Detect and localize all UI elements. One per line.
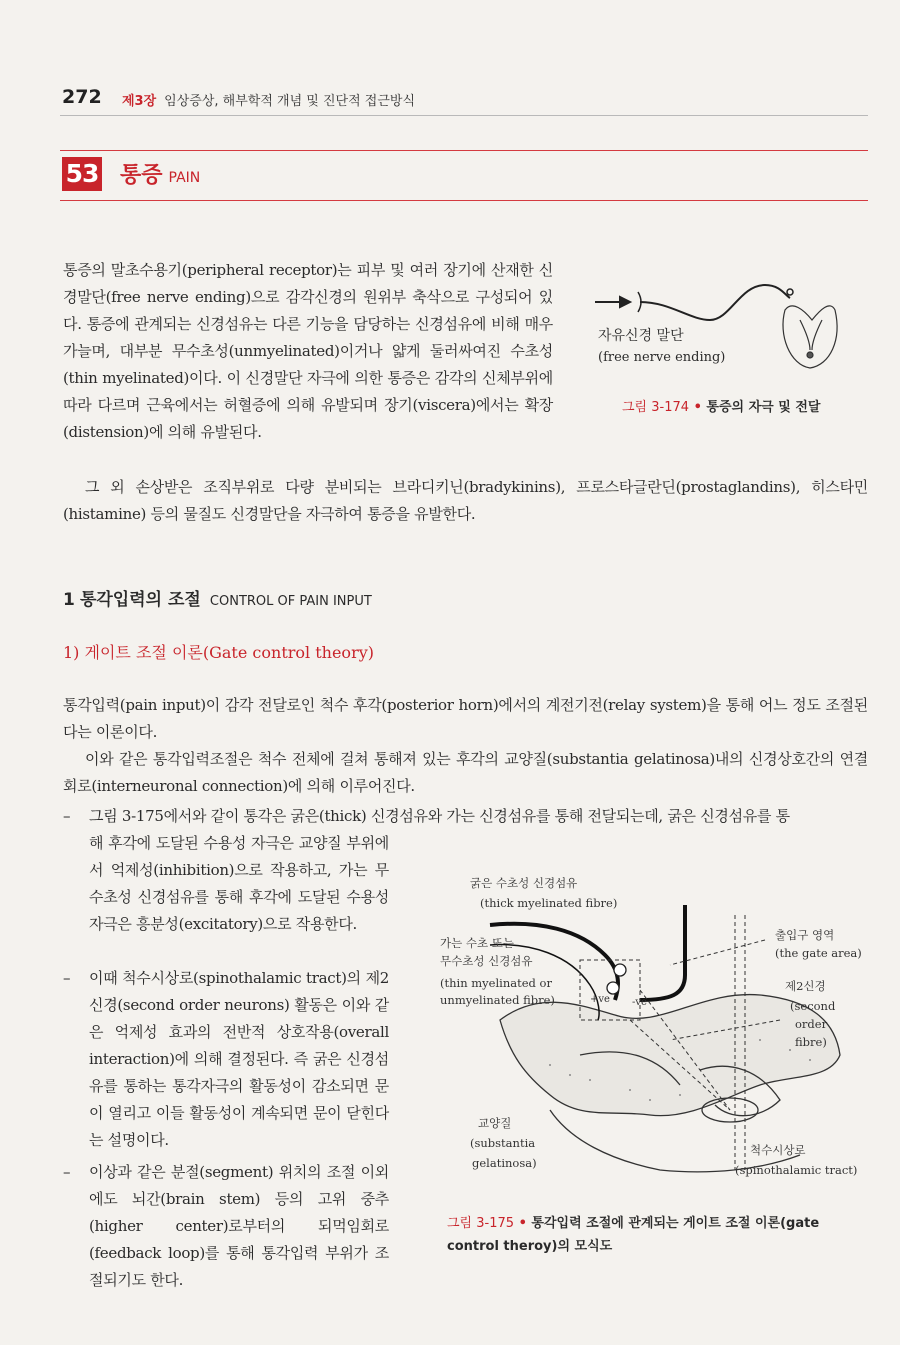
caption-bullet-icon: • (518, 1216, 527, 1231)
fig175-sg-label-en-1: (substantia (470, 1136, 536, 1150)
figure-175-caption-number: 그림 3-175 (447, 1216, 515, 1231)
section-title-en: PAIN (168, 170, 201, 186)
bullet-1-text: 그림 3-175에서와 같이 통각은 굵은(thick) 신경섬유와 가는 신경섬유를 통해 전달되는데, 굵은 신경섬유를 통 (89, 807, 790, 825)
fig175-sg-label-en-2: gelatinosa) (472, 1156, 537, 1170)
bullet-dash: – (63, 969, 71, 987)
figure-175-caption (447, 1212, 857, 1258)
figure-174-caption-number: 그림 3-174 (622, 400, 690, 415)
subsection-1-title-en: CONTROL OF PAIN INPUT (209, 594, 372, 609)
fig175-minus-ve: -ve (632, 997, 647, 1008)
bullet-dash: – (63, 807, 71, 825)
fig175-gate-label-ko: 출입구 영역 (775, 928, 835, 942)
fig175-st-label-en: (spinothalamic tract) (735, 1163, 858, 1177)
section-rule-top (60, 150, 868, 151)
bullet-2 (63, 965, 389, 1154)
fig175-thick-label-en: (thick myelinated fibre) (480, 896, 618, 910)
figure-174-label-ko: 자유신경 말단 (598, 328, 684, 344)
fig175-st-label-ko: 척수시상로 (750, 1143, 806, 1157)
fig175-thin-label-en-1: (thin myelinated or (440, 976, 552, 990)
gate-paragraph-1: 통각입력(pain input)이 감각 전달로인 척수 후각(posterior horn)에서의 계전기전(relay system)을 통해 어느 정도 조절된다는 이론이다. (63, 696, 868, 741)
bullet-3-text: 이상과 같은 분절(segment) 위치의 조절 이외에도 뇌간(brain stem) 등의 고위 중추(higher center)로부터의 되먹임회로(feedback loop)를 통해 통각입력 부위가 조절되기도 한다. (89, 1163, 389, 1289)
chapter-heading (122, 90, 415, 109)
bullet-1-continuation: 해 후각에 도달된 수용성 자극은 교양질 부위에서 억제성(inhibition)으로 작용하고, 가는 무수초성 신경섬유를 통해 후각에 도달된 수용성 자극은 흥분성(excitatory)으로 작용한다. (89, 834, 389, 933)
fig175-thin-label-ko-1: 가는 수초 또는 (440, 936, 514, 950)
fig175-second-label-en-2: order (795, 1017, 828, 1031)
fig175-second-label-en-1: (second (790, 999, 836, 1013)
fig175-second-label-en-3: fibre) (795, 1035, 827, 1049)
fig175-thin-label-ko-2: 무수초성 신경섬유 (440, 954, 533, 968)
fig175-thin-label-en-2: unmyelinated fibre) (440, 993, 555, 1007)
page-number: 272 (62, 86, 102, 108)
subsection-1-title-ko: 통각입력의 조절 (79, 590, 201, 610)
intro-paragraph-1: 통증의 말초수용기(peripheral receptor)는 피부 및 여러 장기에 산재한 신경말단(free nerve ending)으로 감각신경의 원위부 축삭으로 구성되어 있다. 통증에 관계되는 신경섬유는 다른 기능을 담당하는 신경섬유에 비해 매우 가늘며, 대부분 무수초성(unmyelinated)이거나 얇게 둘러싸여진 수초성(thin myelinated)이다. 이 신경말단 자극에 의한 통증은 감각의 신체부위에 따라 다르며 근육에서는 허혈증에 의해 유발되며 장기(viscera)에서는 확장(distension)에 의해 유발된다. (63, 261, 553, 441)
section-number-badge: 53 (62, 157, 102, 191)
fig175-thick-label-ko: 굵은 수초성 신경섬유 (470, 876, 578, 890)
section-title (120, 158, 200, 189)
subsection-1a-title: 1) 게이트 조절 이론(Gate control theory) (63, 643, 374, 662)
figure-175-caption-text: 통각입력 조절에 관계되는 게이트 조절 이론(gate control theroy)의 모식도 (447, 1216, 820, 1254)
section-rule-bottom (60, 200, 868, 201)
bullet-2-text: 이때 척수시상로(spinothalamic tract)의 제2 신경(second order neurons) 활동은 이와 같은 억제성 효과의 전반적 상호작용(overall interaction)에 의해 결정된다. 즉 굵은 신경섬유를 통하는 통각자극의 활동성이 감소되면 문이 열리고 이들 활동성이 계속되면 문이 닫힌다는 설명이다. (89, 969, 389, 1149)
bullet-3 (63, 1159, 389, 1294)
figure-174-label-en: (free nerve ending) (598, 350, 726, 365)
gate-paragraph-2: 이와 같은 통각입력조절은 척수 전체에 걸쳐 통해져 있는 후각의 교양질(substantia gelatinosa)내의 신경상호간의 연결회로(interneuronal connection)에 의해 이루어진다. (63, 750, 868, 795)
fig175-second-label-ko: 제2신경 (785, 979, 826, 993)
subsection-1-number: 1 (63, 590, 75, 610)
fig175-sg-label-ko: 교양질 (478, 1116, 512, 1130)
fig175-gate-label-en: (the gate area) (775, 946, 862, 960)
caption-bullet-icon: • (693, 400, 702, 415)
chapter-title: 임상증상, 해부학적 개념 및 진단적 접근방식 (164, 94, 416, 109)
intro-paragraph-2: 그 외 손상받은 조직부위로 다량 분비되는 브라디키닌(bradykinins), 프로스타글란딘(prostaglandins), 히스타민(histamine) 등의 물질도 신경말단을 자극하여 통증을 유발한다. (63, 478, 868, 523)
figure-174-caption-text: 통증의 자극 및 전달 (706, 400, 821, 415)
figure-174-caption (622, 396, 820, 415)
fig175-plus-ve: +ve (590, 994, 610, 1005)
subsection-1-title (63, 585, 372, 610)
header-divider (60, 115, 868, 116)
section-title-ko: 통증 (120, 163, 163, 188)
chapter-label: 제3장 (122, 94, 157, 109)
bullet-dash: – (63, 1163, 71, 1181)
bullet-1-first-line (63, 803, 868, 830)
